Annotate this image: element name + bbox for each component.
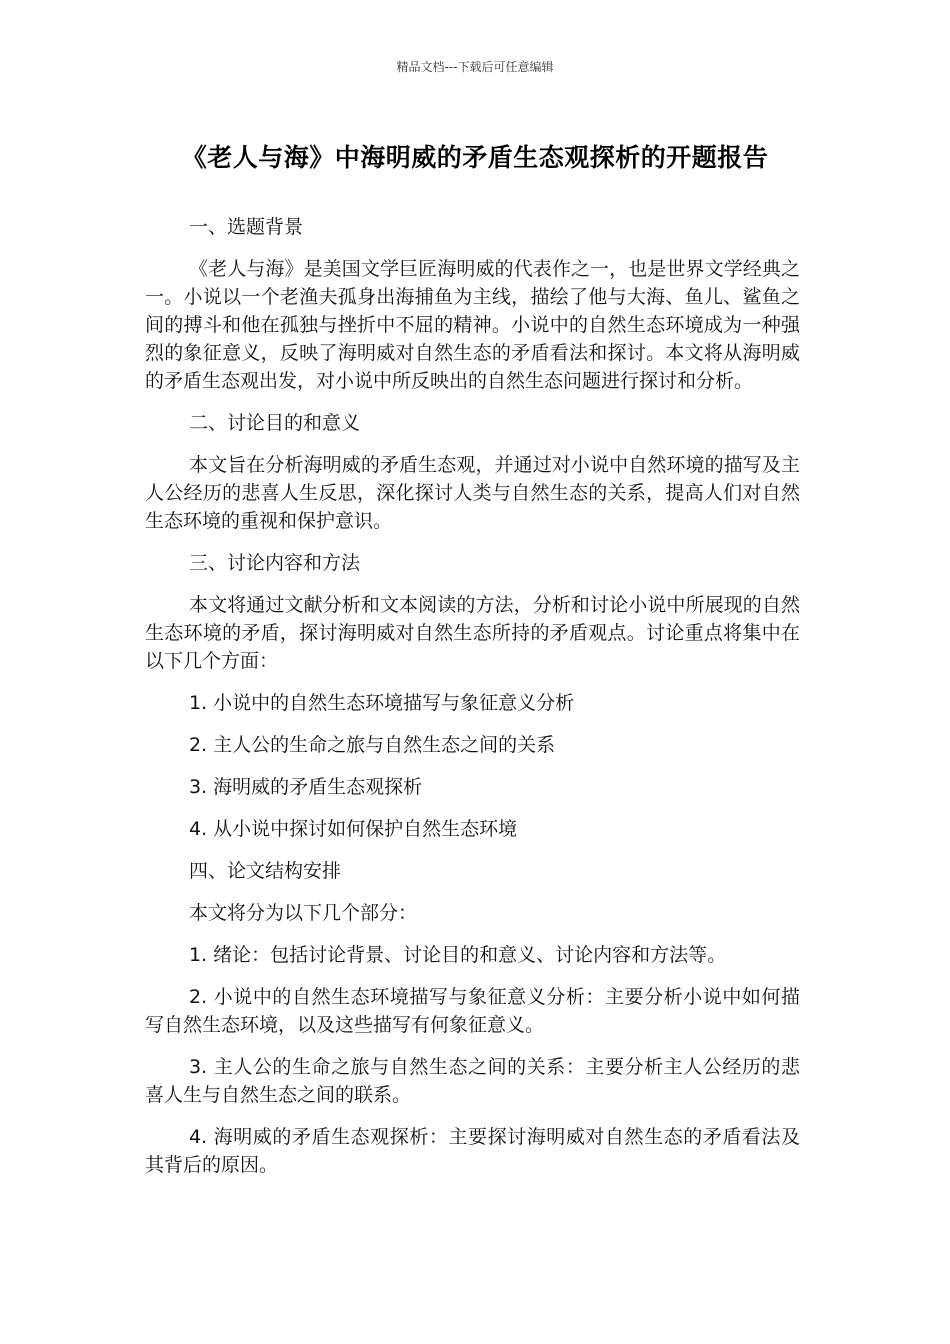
paragraph-background: 《老人与海》是美国文学巨匠海明威的代表作之一，也是世界文学经典之一。小说以一个老渔夫孤身出海捕鱼为主线，描绘了他与大海、鱼儿、鲨鱼之间的搏斗和他在孤独与挫折中不屈的精神。小说中的自然生态环境成为一种强烈的象征意义，反映了海明威对自然生态的矛盾看法和探讨。本文将从海明威的矛盾生态观出发，对小说中所反映出的自然生态问题进行探讨和分析。 [145, 258, 800, 392]
list-item: 4. 海明威的矛盾生态观探析：主要探讨海明威对自然生态的矛盾看法及其背后的原因。 [145, 1126, 800, 1176]
list-item: 2. 小说中的自然生态环境描写与象征意义分析：主要分析小说中如何描写自然生态环境，以及这些描写有何象征意义。 [145, 986, 800, 1036]
list-item: 3. 主人公的生命之旅与自然生态之间的关系：主要分析主人公经历的悲喜人生与自然生态之间的联系。 [145, 1056, 800, 1106]
list-item: 2. 主人公的生命之旅与自然生态之间的关系 [189, 734, 556, 756]
document-title: 《老人与海》中海明威的矛盾生态观探析的开题报告 [181, 143, 769, 172]
section-heading-purpose: 二、讨论目的和意义 [189, 412, 361, 434]
section-heading-content-method: 三、讨论内容和方法 [189, 552, 361, 574]
list-item: 3. 海明威的矛盾生态观探析 [189, 776, 423, 798]
section-heading-structure: 四、论文结构安排 [189, 860, 342, 882]
paragraph-structure-intro: 本文将分为以下几个部分： [189, 902, 418, 924]
paragraph-content-method: 本文将通过文献分析和文本阅读的方法，分析和讨论小说中所展现的自然生态环境的矛盾，探讨海明威对自然生态所持的矛盾观点。讨论重点将集中在以下几个方面： [145, 594, 800, 672]
header-note: 精品文档---下载后可任意编辑 [396, 60, 554, 74]
list-item: 1. 小说中的自然生态环境描写与象征意义分析 [189, 692, 575, 714]
list-item: 4. 从小说中探讨如何保护自然生态环境 [189, 818, 518, 840]
paragraph-purpose: 本文旨在分析海明威的矛盾生态观，并通过对小说中自然环境的描写及主人公经历的悲喜人生反思，深化探讨人类与自然生态的关系，提高人们对自然生态环境的重视和保护意识。 [145, 454, 800, 532]
document-body [145, 213, 800, 1193]
list-item: 1. 绪论：包括讨论背景、讨论目的和意义、讨论内容和方法等。 [189, 944, 727, 966]
section-heading-background: 一、选题背景 [189, 216, 304, 238]
